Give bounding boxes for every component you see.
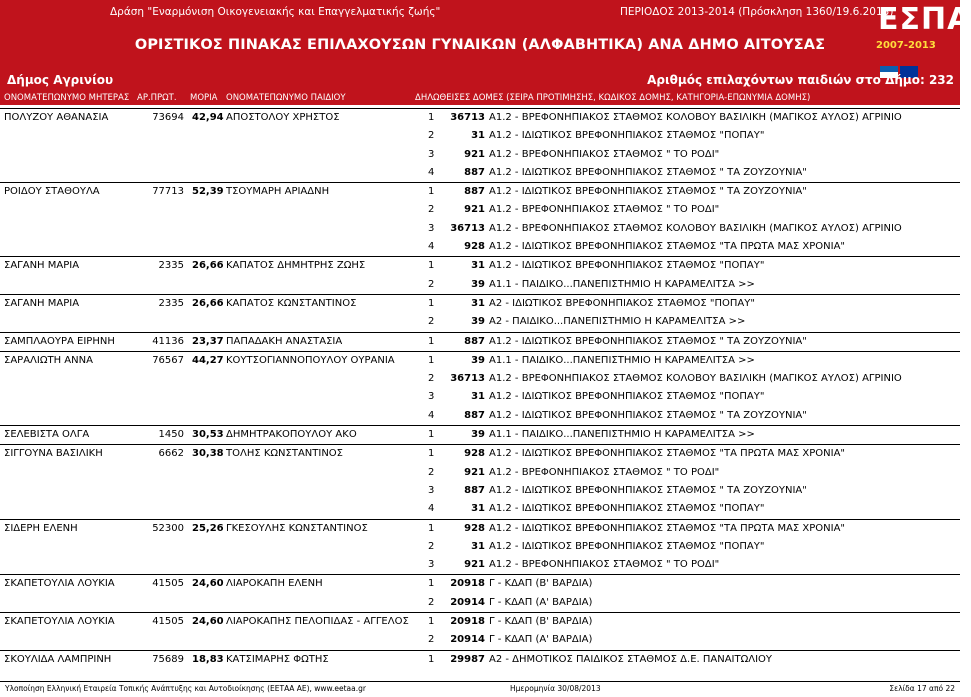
mother-name: ΠΟΛΥΖΟΥ ΑΘΑΝΑΣΙΑ [4, 112, 109, 123]
table-row [0, 220, 960, 238]
mother-name: ΣΑΓΑΝΗ ΜΑΡΙΑ [4, 260, 80, 272]
table-row [0, 407, 960, 425]
column-header [0, 91, 960, 105]
period-title: ΠΕΡΙΟΔΟΣ 2013-2014 (Πρόσκληση 1360/19.6.2013) [620, 6, 894, 18]
registration-number: 1450 [158, 429, 184, 441]
mother-name: ΣΙΓΓΟΥΝΑ ΒΑΣΙΛΙΚΗ [4, 448, 103, 460]
structure-name: Α1.2 - ΒΡΕΦΟΝΗΠΙΑΚΟΣ ΣΤΑΘΜΟΣ ΚΟΛΟΒΟΥ ΒΑΣΙΛΙΚΗ (ΜΑΓΙΚΟΣ ΑΥΛΟΣ) ΑΓΡΙΝΙΟ [489, 222, 902, 234]
child-name: ΚΑΠΑΤΟΣ ΚΩΝΣΤΑΝΤΙΝΟΣ [226, 297, 357, 309]
structure-code: 921 [464, 559, 485, 571]
espa-logo [870, 2, 971, 62]
preference-order: 1 [428, 186, 435, 198]
table-row [0, 313, 960, 331]
structure-name: Α1.2 - ΙΔΙΩΤΙΚΟΣ ΒΡΕΦΟΝΗΠΙΑΚΟΣ ΣΤΑΘΜΟΣ " ΤΑ ΖΟΥΖΟΥΝΙΑ" [489, 335, 807, 347]
table-row [0, 538, 960, 556]
table-row [0, 182, 960, 201]
footer-divider [0, 681, 960, 682]
table-row [0, 388, 960, 406]
preference-order: 3 [428, 391, 435, 403]
structure-name: Α1.2 - ΙΔΙΩΤΙΚΟΣ ΒΡΕΦΟΝΗΠΙΑΚΟΣ ΣΤΑΘΜΟΣ " ΤΑ ΖΟΥΖΟΥΝΙΑ" [489, 409, 807, 421]
registration-number: 77713 [152, 186, 184, 198]
structure-name: Α1.2 - ΒΡΕΦΟΝΗΠΙΑΚΟΣ ΣΤΑΘΜΟΣ ΚΟΛΟΒΟΥ ΒΑΣΙΛΙΚΗ (ΜΑΓΙΚΟΣ ΑΥΛΟΣ) ΑΓΡΙΝΙΟ [489, 373, 902, 385]
child-name: ΛΙΑΡΟΚΑΠΗΣ ΠΕΛΟΠΙΔΑΣ - ΑΓΓΕΛΟΣ [226, 616, 409, 628]
structure-name: Γ - ΚΔΑΠ (Β' ΒΑΡΔΙΑ) [489, 578, 593, 590]
preference-order: 4 [428, 503, 435, 515]
structure-code: 36713 [450, 373, 485, 385]
score: 30,38 [192, 448, 224, 460]
structure-code: 36713 [450, 222, 485, 234]
structure-name: Α1.2 - ΙΔΙΩΤΙΚΟΣ ΒΡΕΦΟΝΗΠΙΑΚΟΣ ΣΤΑΘΜΟΣ "ΠΟΠΑΥ" [489, 503, 765, 515]
action-title: Δράση "Εναρμόνιση Οικογενειακής και Επαγγελματικής ζωής" [110, 6, 441, 18]
child-name: ΚΑΠΑΤΟΣ ΔΗΜΗΤΡΗΣ ΖΩΗΣ [226, 260, 366, 272]
structure-name: Α1.2 - ΙΔΙΩΤΙΚΟΣ ΒΡΕΦΟΝΗΠΙΑΚΟΣ ΣΤΑΘΜΟΣ "ΤΑ ΠΡΩΤΑ ΜΑΣ ΧΡΟΝΙΑ" [489, 241, 846, 253]
footer-date: Ημερομηνία 30/08/2013 [510, 684, 601, 693]
structure-code: 887 [464, 166, 485, 178]
structure-name: Α1.2 - ΙΔΙΩΤΙΚΟΣ ΒΡΕΦΟΝΗΠΙΑΚΟΣ ΣΤΑΘΜΟΣ " ΤΑ ΖΟΥΖΟΥΝΙΑ" [489, 484, 807, 496]
structure-name: Α1.1 - ΠΑΙΔΙΚΟ...ΠΑΝΕΠΙΣΤΗΜΙΟ Η ΚΑΡΑΜΕΛΙΤΣΑ >> [489, 354, 755, 366]
table-row [0, 370, 960, 388]
document-title: ΟΡΙΣΤΙΚΟΣ ΠΙΝΑΚΑΣ ΕΠΙΛΑΧΟΥΣΩΝ ΓΥΝΑΙΚΩΝ (ΑΛΦΑΒΗΤΙΚΑ) ΑΝΑ ΔΗΜΟ ΑΙΤΟΥΣΑΣ [134, 37, 826, 53]
structure-code: 29987 [450, 653, 485, 665]
structure-code: 921 [464, 466, 485, 478]
preference-order: 1 [428, 653, 435, 665]
registration-number: 2335 [158, 297, 184, 309]
registration-number: 41505 [152, 578, 184, 590]
preference-order: 4 [428, 409, 435, 421]
registration-number: 75689 [152, 653, 184, 665]
structure-name: Α1.2 - ΒΡΕΦΟΝΗΠΙΑΚΟΣ ΣΤΑΘΜΟΣ ΚΟΛΟΒΟΥ ΒΑΣΙΛΙΚΗ (ΜΑΓΙΚΟΣ ΑΥΛΟΣ) ΑΓΡΙΝΙΟ [489, 112, 902, 123]
structure-code: 31 [471, 260, 485, 272]
table-row [0, 482, 960, 500]
preference-order: 3 [428, 148, 435, 160]
footer-credit: Υλοποίηση Ελληνική Εταιρεία Τοπικής Ανάπτυξης και Αυτοδιοίκησης (ΕΕΤΑΑ ΑΕ), www.eetaa.gr [5, 684, 366, 693]
score: 52,39 [192, 186, 224, 198]
records-table [0, 108, 960, 669]
structure-name: Α1.2 - ΙΔΙΩΤΙΚΟΣ ΒΡΕΦΟΝΗΠΙΑΚΟΣ ΣΤΑΘΜΟΣ " ΤΑ ΖΟΥΖΟΥΝΙΑ" [489, 186, 807, 198]
table-row [0, 444, 960, 463]
structure-code: 31 [471, 540, 485, 552]
registration-number: 2335 [158, 260, 184, 272]
table-row [0, 256, 960, 275]
child-name: ΛΙΑΡΟΚΑΠΗ ΕΛΕΝΗ [226, 578, 323, 590]
registration-number: 76567 [152, 354, 184, 366]
structure-code: 887 [464, 484, 485, 496]
structure-name: Α1.2 - ΒΡΕΦΟΝΗΠΙΑΚΟΣ ΣΤΑΘΜΟΣ " ΤΟ ΡΟΔΙ" [489, 559, 720, 571]
score: 24,60 [192, 578, 224, 590]
structure-code: 39 [471, 278, 485, 290]
structure-code: 928 [464, 448, 485, 460]
structure-code: 887 [464, 186, 485, 198]
preference-order: 3 [428, 559, 435, 571]
mother-name: ΣΙΔΕΡΗ ΕΛΕΝΗ [4, 522, 78, 534]
col-structures: ΔΗΛΩΘΕΙΣΕΣ ΔΟΜΕΣ (ΣΕΙΡΑ ΠΡΟΤΙΜΗΣΗΣ, ΚΩΔΙΚΟΣ ΔΟΜΗΣ, ΚΑΤΗΓΟΡΙΑ-ΕΠΩΝΥΜΙΑ ΔΟΜΗΣ) [415, 93, 811, 103]
preference-order: 3 [428, 484, 435, 496]
preference-order: 4 [428, 166, 435, 178]
structure-code: 36713 [450, 112, 485, 123]
registration-number: 52300 [152, 522, 184, 534]
col-reg: ΑΡ.ΠΡΩΤ. [137, 93, 177, 103]
preference-order: 2 [428, 596, 435, 608]
structure-code: 39 [471, 354, 485, 366]
mother-name: ΣΚΑΠΕΤΟΥΛΙΑ ΛΟΥΚΙΑ [4, 616, 115, 628]
structure-code: 20914 [450, 596, 485, 608]
preference-order: 4 [428, 241, 435, 253]
score: 24,60 [192, 616, 224, 628]
structure-name: Α1.2 - ΙΔΙΩΤΙΚΟΣ ΒΡΕΦΟΝΗΠΙΑΚΟΣ ΣΤΑΘΜΟΣ "ΠΟΠΑΥ" [489, 130, 765, 142]
structure-name: Α1.2 - ΒΡΕΦΟΝΗΠΙΑΚΟΣ ΣΤΑΘΜΟΣ " ΤΟ ΡΟΔΙ" [489, 148, 720, 160]
page-header [0, 0, 971, 95]
table-row [0, 594, 960, 612]
structure-name: Α2 - ΔΗΜΟΤΙΚΟΣ ΠΑΙΔΙΚΟΣ ΣΤΑΘΜΟΣ Δ.Ε. ΠΑΝΑΙΤΩΛΙΟΥ [489, 653, 773, 665]
logo-text: ΕΣΠΑ [878, 2, 971, 37]
preference-order: 1 [428, 297, 435, 309]
municipality-name: Δήμος Αγρινίου [7, 73, 114, 87]
structure-code: 31 [471, 130, 485, 142]
structure-name: Α2 - ΠΑΙΔΙΚΟ...ΠΑΝΕΠΙΣΤΗΜΙΟ Η ΚΑΡΑΜΕΛΙΤΣΑ >> [489, 316, 746, 328]
table-row [0, 351, 960, 370]
col-score: ΜΟΡΙΑ [190, 93, 218, 103]
child-name: ΤΣΟΥΜΑΡΗ ΑΡΙΑΔΝΗ [226, 186, 330, 198]
structure-code: 887 [464, 409, 485, 421]
score: 26,66 [192, 297, 224, 309]
structure-code: 39 [471, 316, 485, 328]
structure-code: 928 [464, 241, 485, 253]
table-row [0, 332, 960, 351]
table-row [0, 238, 960, 256]
score: 23,37 [192, 335, 224, 347]
table-row [0, 127, 960, 145]
structure-code: 921 [464, 204, 485, 216]
preference-order: 2 [428, 540, 435, 552]
structure-code: 20918 [450, 578, 485, 590]
child-name: ΔΗΜΗΤΡΑΚΟΠΟΥΛΟΥ ΑΚΟ [226, 429, 357, 441]
score: 18,83 [192, 653, 224, 665]
score: 25,26 [192, 522, 224, 534]
mother-name: ΣΕΛΕΒΙΣΤΑ ΟΛΓΑ [4, 429, 90, 441]
registration-number: 6662 [158, 448, 184, 460]
table-row [0, 631, 960, 649]
preference-order: 2 [428, 373, 435, 385]
table-row [0, 612, 960, 631]
registration-number: 41136 [152, 335, 184, 347]
preference-order: 2 [428, 204, 435, 216]
child-name: ΓΚΕΣΟΥΛΗΣ ΚΩΝΣΤΑΝΤΙΝΟΣ [226, 522, 368, 534]
structure-code: 20914 [450, 634, 485, 646]
preference-order: 1 [428, 616, 435, 628]
score: 44,27 [192, 354, 224, 366]
mother-name: ΣΑΜΠΛΑΟΥΡΑ ΕΙΡΗΝΗ [4, 335, 115, 347]
preference-order: 3 [428, 222, 435, 234]
preference-order: 2 [428, 278, 435, 290]
preference-order: 1 [428, 112, 435, 123]
preference-order: 1 [428, 522, 435, 534]
structure-code: 39 [471, 429, 485, 441]
child-name: ΑΠΟΣΤΟΛΟΥ ΧΡΗΣΤΟΣ [226, 112, 340, 123]
structure-code: 887 [464, 335, 485, 347]
structure-name: Α1.2 - ΙΔΙΩΤΙΚΟΣ ΒΡΕΦΟΝΗΠΙΑΚΟΣ ΣΤΑΘΜΟΣ "ΤΑ ΠΡΩΤΑ ΜΑΣ ΧΡΟΝΙΑ" [489, 448, 846, 460]
table-row [0, 425, 960, 444]
structure-name: Γ - ΚΔΑΠ (Β' ΒΑΡΔΙΑ) [489, 616, 593, 628]
score: 42,94 [192, 112, 224, 123]
structure-name: Α1.2 - ΙΔΙΩΤΙΚΟΣ ΒΡΕΦΟΝΗΠΙΑΚΟΣ ΣΤΑΘΜΟΣ "ΠΟΠΑΥ" [489, 540, 765, 552]
score: 26,66 [192, 260, 224, 272]
preference-order: 2 [428, 634, 435, 646]
footer-page: Σελίδα 17 από 22 [889, 684, 955, 693]
child-name: ΠΑΠΑΔΑΚΗ ΑΝΑΣΤΑΣΙΑ [226, 335, 343, 347]
mother-name: ΣΚΟΥΛΙΔΑ ΛΑΜΠΡΙΝΗ [4, 653, 112, 665]
table-row [0, 556, 960, 574]
table-row [0, 500, 960, 518]
table-row [0, 164, 960, 182]
preference-order: 1 [428, 578, 435, 590]
structure-code: 31 [471, 297, 485, 309]
structure-name: Α1.2 - ΙΔΙΩΤΙΚΟΣ ΒΡΕΦΟΝΗΠΙΑΚΟΣ ΣΤΑΘΜΟΣ "ΠΟΠΑΥ" [489, 391, 765, 403]
child-name: ΚΟΥΤΣΟΓΙΑΝΝΟΠΟΥΛΟΥ ΟΥΡΑΝΙΑ [226, 354, 395, 366]
registration-number: 41505 [152, 616, 184, 628]
mother-name: ΣΚΑΠΕΤΟΥΛΙΑ ΛΟΥΚΙΑ [4, 578, 115, 590]
child-name: ΤΟΛΗΣ ΚΩΝΣΤΑΝΤΙΝΟΣ [226, 448, 343, 460]
table-row [0, 464, 960, 482]
mother-name: ΡΟΙΔΟΥ ΣΤΑΘΟΥΛΑ [4, 186, 100, 198]
table-row [0, 108, 960, 127]
table-row [0, 650, 960, 669]
preference-order: 1 [428, 429, 435, 441]
table-row [0, 146, 960, 164]
structure-name: Α1.1 - ΠΑΙΔΙΚΟ...ΠΑΝΕΠΙΣΤΗΜΙΟ Η ΚΑΡΑΜΕΛΙΤΣΑ >> [489, 429, 755, 441]
score: 30,53 [192, 429, 224, 441]
logo-years: 2007-2013 [876, 40, 936, 51]
structure-name: Α1.2 - ΙΔΙΩΤΙΚΟΣ ΒΡΕΦΟΝΗΠΙΑΚΟΣ ΣΤΑΘΜΟΣ "ΤΑ ΠΡΩΤΑ ΜΑΣ ΧΡΟΝΙΑ" [489, 522, 846, 534]
registration-number: 73694 [152, 112, 184, 123]
preference-order: 2 [428, 466, 435, 478]
mother-name: ΣΑΓΑΝΗ ΜΑΡΙΑ [4, 297, 80, 309]
structure-name: Γ - ΚΔΑΠ (Α' ΒΑΡΔΙΑ) [489, 596, 593, 608]
structure-name: Α1.1 - ΠΑΙΔΙΚΟ...ΠΑΝΕΠΙΣΤΗΜΙΟ Η ΚΑΡΑΜΕΛΙΤΣΑ >> [489, 278, 755, 290]
structure-name: Α1.2 - ΙΔΙΩΤΙΚΟΣ ΒΡΕΦΟΝΗΠΙΑΚΟΣ ΣΤΑΘΜΟΣ "ΠΟΠΑΥ" [489, 260, 765, 272]
structure-code: 921 [464, 148, 485, 160]
table-row [0, 519, 960, 538]
col-child: ΟΝΟΜΑΤΕΠΩΝΥΜΟ ΠΑΙΔΙΟΥ [226, 93, 346, 103]
preference-order: 2 [428, 316, 435, 328]
structure-code: 31 [471, 391, 485, 403]
preference-order: 1 [428, 448, 435, 460]
child-name: ΚΑΤΣΙΜΑΡΗΣ ΦΩΤΗΣ [226, 653, 329, 665]
structure-name: Α1.2 - ΒΡΕΦΟΝΗΠΙΑΚΟΣ ΣΤΑΘΜΟΣ " ΤΟ ΡΟΔΙ" [489, 466, 720, 478]
structure-name: Α1.2 - ΙΔΙΩΤΙΚΟΣ ΒΡΕΦΟΝΗΠΙΑΚΟΣ ΣΤΑΘΜΟΣ " ΤΑ ΖΟΥΖΟΥΝΙΑ" [489, 166, 807, 178]
table-row [0, 294, 960, 313]
structure-name: Α1.2 - ΒΡΕΦΟΝΗΠΙΑΚΟΣ ΣΤΑΘΜΟΣ " ΤΟ ΡΟΔΙ" [489, 204, 720, 216]
col-mother: ΟΝΟΜΑΤΕΠΩΝΥΜΟ ΜΗΤΕΡΑΣ [4, 93, 130, 103]
structure-name: Α2 - ΙΔΙΩΤΙΚΟΣ ΒΡΕΦΟΝΗΠΙΑΚΟΣ ΣΤΑΘΜΟΣ "ΠΟΠΑΥ" [489, 297, 755, 309]
structure-code: 31 [471, 503, 485, 515]
structure-name: Γ - ΚΔΑΠ (Α' ΒΑΡΔΙΑ) [489, 634, 593, 646]
structure-code: 928 [464, 522, 485, 534]
children-count: Αριθμός επιλαχόντων παιδιών στο Δήμο: 232 [647, 73, 954, 87]
table-row [0, 276, 960, 294]
table-row [0, 574, 960, 593]
mother-name: ΣΑΡΑΛΙΩΤΗ ΑΝΝΑ [4, 354, 93, 366]
table-row [0, 201, 960, 219]
preference-order: 1 [428, 335, 435, 347]
preference-order: 2 [428, 130, 435, 142]
preference-order: 1 [428, 354, 435, 366]
structure-code: 20918 [450, 616, 485, 628]
preference-order: 1 [428, 260, 435, 272]
